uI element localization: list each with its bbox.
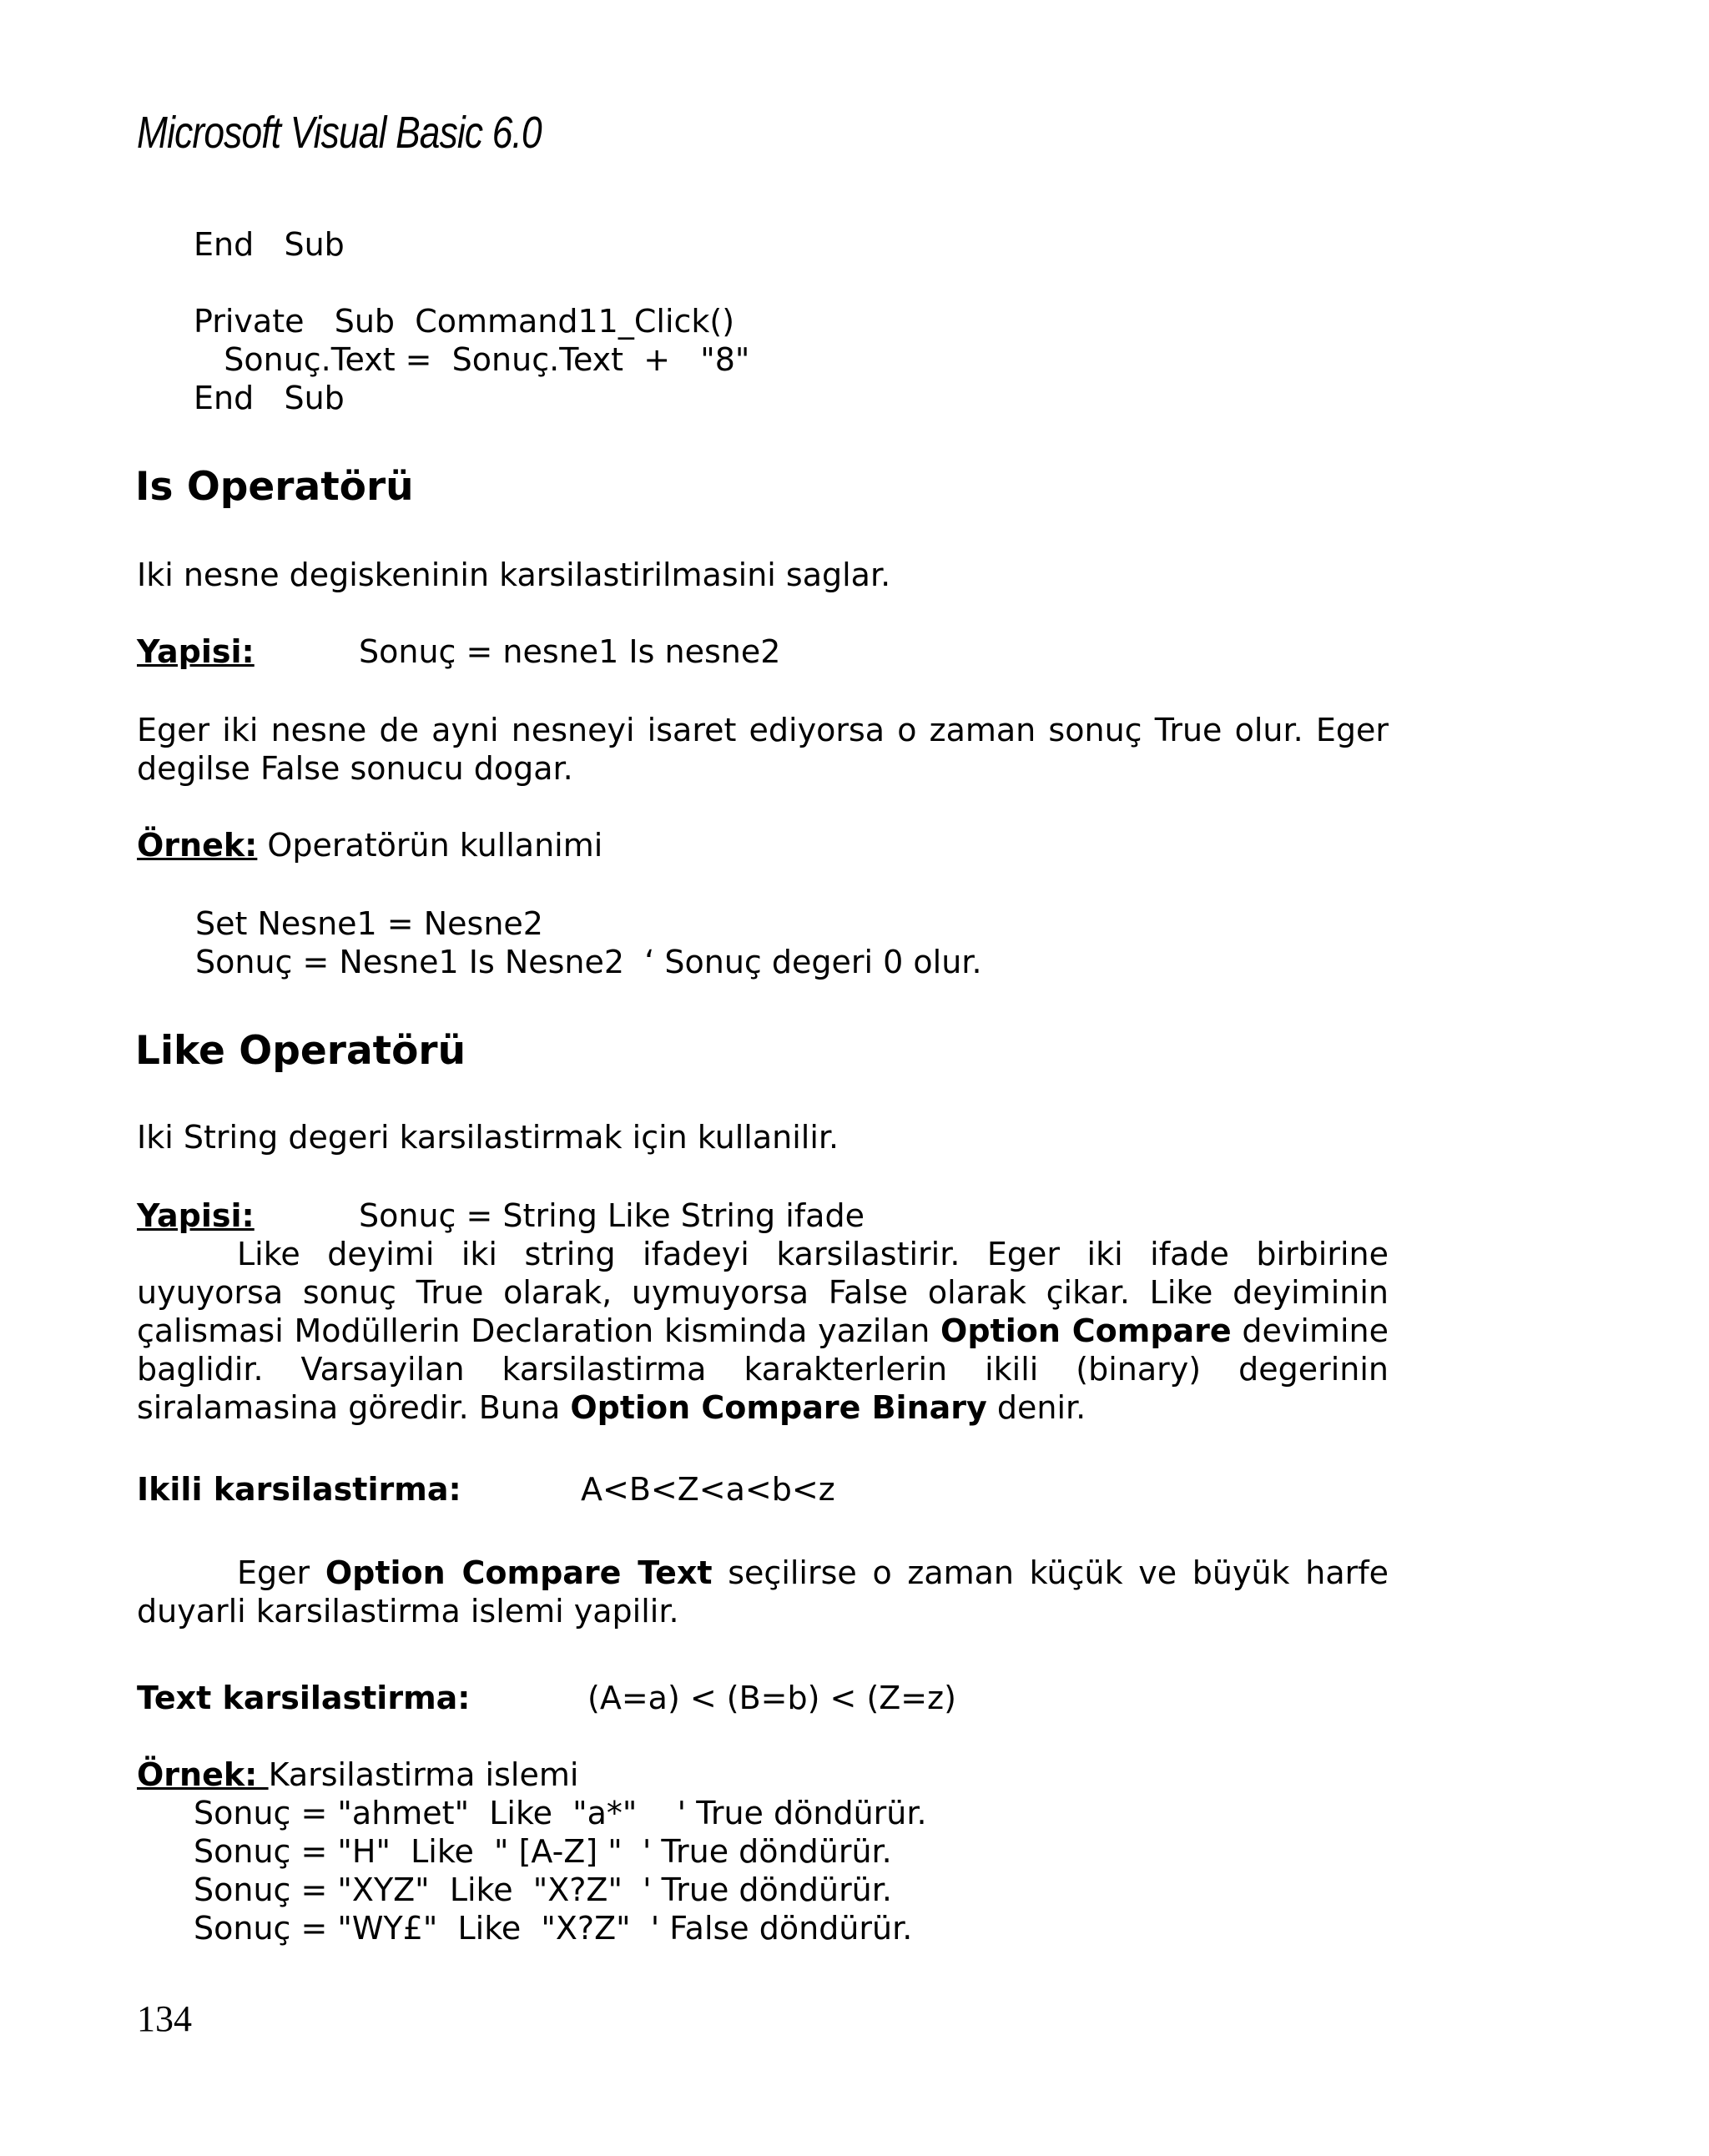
example-label: Örnek: [137, 827, 258, 864]
like-description [137, 1235, 1389, 1427]
option-compare-keyword: Option Compare [940, 1312, 1232, 1349]
code-line: Sonuç = "WY£" Like "X?Z" ' False döndürür. [194, 1910, 913, 1947]
text-compare-label: Text karsilastirma: [137, 1680, 471, 1716]
like-description-text: denir. [986, 1389, 1086, 1426]
like-syntax-label: Yapisi: [137, 1197, 255, 1234]
code-line: Sonuç = "H" Like " [A-Z] " ' True döndürür. [194, 1833, 892, 1870]
is-syntax-value: Sonuç = nesne1 Is nesne2 [359, 633, 781, 670]
running-header: Microsoft Visual Basic 6.0 [137, 108, 542, 158]
like-syntax-value: Sonuç = String Like String ifade [359, 1197, 865, 1234]
code-line: Private Sub Command11_Click() [194, 303, 735, 340]
code-line: End Sub [194, 226, 345, 263]
is-description: Eger iki nesne de ayni nesneyi isaret ediyorsa o zaman sonuç True olur. Eger degilse False sonucu dogar. [137, 712, 1389, 787]
code-line: Sonuç = "ahmet" Like "a*" ' True döndürür. [194, 1795, 927, 1831]
example-title: Operatörün kullanimi [257, 827, 603, 864]
text-compare-text: seçilirse o zaman küçük ve büyük harfe duyarli karsilastirma islemi yapilir. [137, 1554, 1389, 1630]
code-line: Sonuç = "XYZ" Like "X?Z" ' True döndürür. [194, 1871, 892, 1908]
is-example-heading [137, 826, 602, 864]
option-compare-binary-keyword: Option Compare Binary [570, 1389, 987, 1426]
like-description-text: devimine baglidir. Varsayilan karsilastirma karakterlerin ikili (binary) degerinin siralamasina göredir. Buna [137, 1312, 1389, 1426]
section-heading-is: Is Operatörü [135, 464, 414, 510]
text-compare-text: Eger [237, 1554, 325, 1591]
example-label: Örnek: [137, 1756, 269, 1793]
text-compare-value: (A=a) < (B=b) < (Z=z) [587, 1680, 956, 1716]
code-line: Set Nesne1 = Nesne2 [195, 905, 543, 942]
is-intro: Iki nesne degiskeninin karsilastirilmasini saglar. [137, 557, 891, 593]
binary-compare-value: A<B<Z<a<b<z [581, 1471, 835, 1508]
text-compare-description [137, 1554, 1389, 1630]
option-compare-text-keyword: Option Compare Text [325, 1554, 713, 1591]
code-line: Sonuç.Text = Sonuç.Text + "8" [194, 341, 750, 378]
like-description-text: Like deyimi iki string ifadeyi karsilastirir. Eger iki ifade birbirine uyuyorsa sonuç True olarak, uymuyorsa False olarak çikar. Like deyiminin çalismasi Modüllerin Declaration kisminda yazilan [137, 1236, 1389, 1349]
like-intro: Iki String degeri karsilastirmak için kullanilir. [137, 1119, 839, 1156]
binary-compare-label: Ikili karsilastirma: [137, 1471, 461, 1508]
is-syntax-label: Yapisi: [137, 633, 255, 670]
code-line: End Sub [194, 380, 345, 416]
example-title: Karsilastirma islemi [268, 1756, 579, 1793]
like-example-heading [137, 1756, 578, 1794]
page-number: 134 [137, 1998, 192, 2039]
section-heading-like: Like Operatörü [135, 1028, 466, 1074]
code-line: Sonuç = Nesne1 Is Nesne2 ‘ Sonuç degeri 0 olur. [195, 944, 982, 980]
